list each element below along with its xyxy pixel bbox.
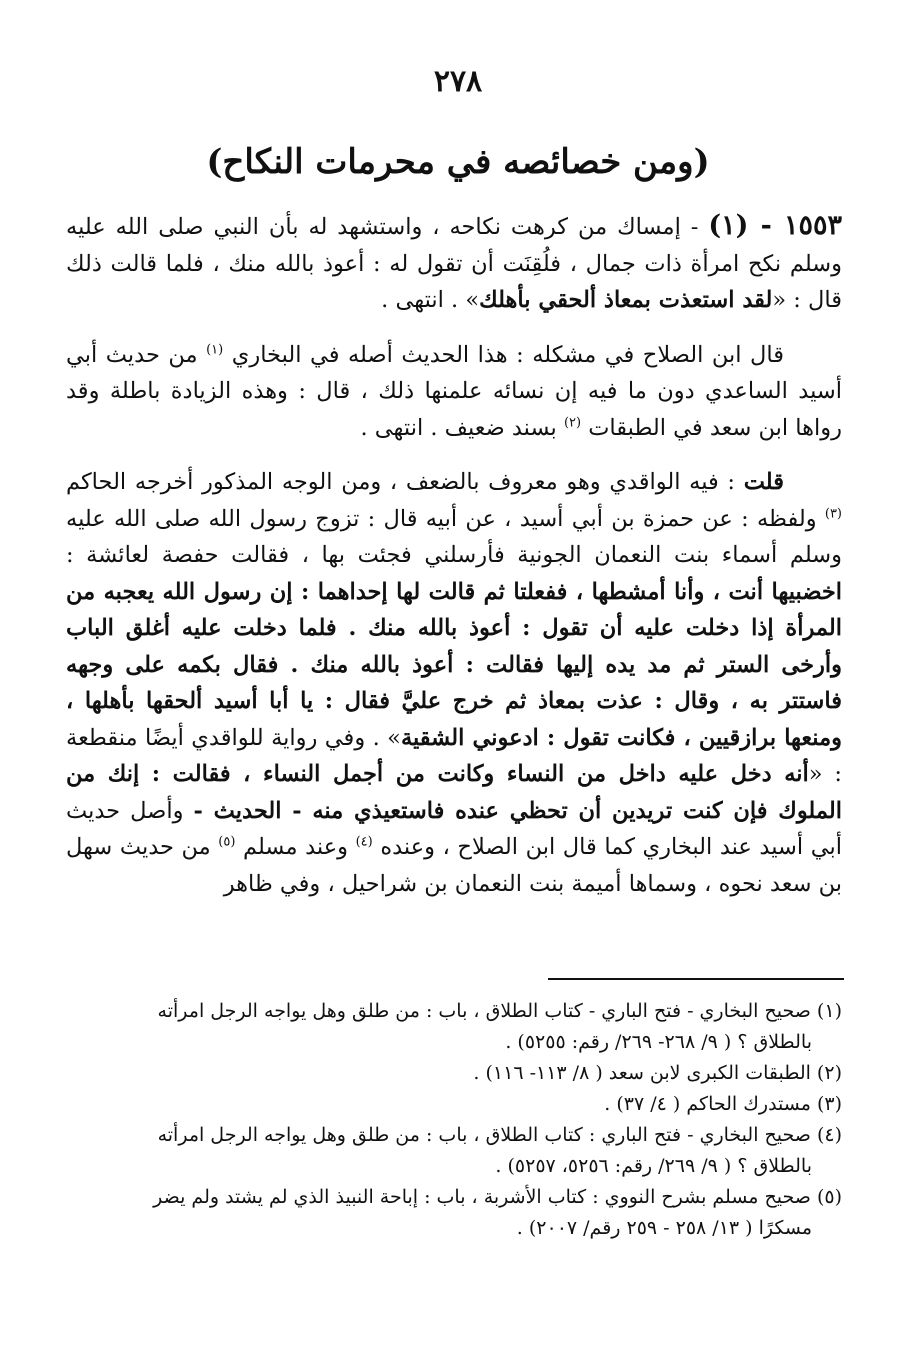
paragraph-text: من حديث أبي أسيد الساعدي دون ما فيه إن نسائه علمنها ذلك ، قال : وهذه الزيادة باطلة وقد رواها ابن سعد في الطبقات: [66, 341, 842, 441]
footnote-line: (٥) صحيح مسلم بشرح النووي : كتاب الأشربة ، باب : إباحة النبيذ الذي لم يشتد ولم يضر: [153, 1186, 842, 1208]
paragraph-text: بسند ضعيف . انتهى .: [360, 414, 564, 441]
footnote-line: بالطلاق ؟ ( ٩/ ٢٦٩/ رقم: ٥٢٥٦، ٥٢٥٧) .: [495, 1155, 812, 1177]
footnote-line: (٢) الطبقات الكبرى لابن سعد ( ٨/ ١١٣- ١١٦) .: [473, 1062, 842, 1084]
page-number: ٢٧٨: [433, 64, 483, 99]
paragraph-text: وعند مسلم: [235, 834, 356, 860]
bold-quote: لقد استعذت بمعاذ ألحقي بأهلك: [479, 287, 773, 313]
footnote-ref[interactable]: (١): [206, 342, 224, 357]
paragraph-ibn-salah: [66, 337, 842, 447]
footnote-2: [66, 1058, 842, 1089]
paragraph-text: ولفظه : عن حمزة بن أبي أسيد ، عن أبيه قال : تزوج رسول الله صلى الله عليه وسلم أسماء بنت النعمان الجونية فأرسلني فجئت بها ، فقالت حفصة لعائشة :: [66, 505, 842, 568]
footnote-line: (٤) صحيح البخاري - فتح الباري : كتاب الطلاق ، باب : من طلق وهل يواجه الرجل امرأته: [157, 1124, 842, 1146]
bold-quote: اخضبيها أنت ، وأنا أمشطها ، ففعلتا ثم قالت لها إحداهما : إن رسول الله يعجبه من المرأة إذا دخلت عليه أن تقول : أعوذ بالله منك . فلما دخلت عليه أغلق الباب وأرخى الستر ثم مد يده إليها فقالت : أعوذ بالله منك . فقال بكمه على وجهه فاستتر به ، وقال : عذت بمعاذ ثم خرج عليَّ فقال : يا أبا أسيد ألحقها بأهلها ، ومنعها برازقيين ، فكانت تقول : ادعوني الشقية: [66, 578, 842, 751]
footnote-5: [66, 1182, 842, 1244]
footnote-4: [66, 1120, 842, 1182]
hadith-number: ١٥٥٣ - (١): [708, 210, 843, 241]
paragraph-qultu: [66, 464, 842, 902]
paragraph-text: - إمساك من كرهت نكاحه ، واستشهد له بأن النبي صلى الله عليه وسلم نكح امرأة ذات جمال ، فلُقِنَت أن تقول له : أعوذ بالله منك ، فلما قالت ذلك قال : «: [66, 214, 842, 313]
main-text: [66, 208, 842, 920]
paragraph-text: وأصل حديث أبي أسيد عند البخاري كما قال ابن الصلاح ، وعنده: [66, 797, 842, 860]
footnotes: [66, 996, 842, 1244]
footnote-ref[interactable]: (٥): [218, 834, 236, 850]
paragraph-text: » . وفي رواية للواقدي أيضًا منقطعة : «: [66, 724, 842, 787]
paragraph-text: » . انتهى .: [381, 287, 480, 313]
paragraph-text: قال ابن الصلاح في مشكله : هذا الحديث أصله في البخاري: [223, 341, 784, 368]
paragraph-text: : فيه الواقدي وهو معروف بالضعف ، ومن الوجه المذكور أخرجه الحاكم: [66, 469, 744, 495]
paragraph-text: من حديث سهل بن سعد نحوه ، وسماها أميمة بنت النعمان بن شراحيل ، وفي ظاهر: [66, 834, 842, 897]
footnote-line: (١) صحيح البخاري - فتح الباري - كتاب الطلاق ، باب : من طلق وهل يواجه الرجل امرأته: [157, 1000, 842, 1022]
footnote-separator: [548, 978, 844, 980]
footnote-1: [66, 996, 842, 1058]
lead-word: قلت: [743, 469, 784, 495]
chapter-title: (ومن خصائصه في محرمات النكاح): [206, 142, 710, 182]
footnote-line: بالطلاق ؟ ( ٩/ ٢٦٨- ٢٦٩/ رقم: ٥٢٥٥) .: [505, 1031, 812, 1053]
footnote-ref[interactable]: (٤): [355, 834, 373, 850]
footnote-ref[interactable]: (٣): [824, 506, 842, 521]
paragraph-1553: [66, 208, 842, 319]
footnote-3: [66, 1089, 842, 1120]
footnote-line: مسكرًا ( ١٣/ ٢٥٨ - ٢٥٩ رقم/ ٢٠٠٧) .: [516, 1217, 812, 1239]
footnote-line: (٣) مستدرك الحاكم ( ٤/ ٣٧) .: [604, 1093, 842, 1115]
bold-quote: أنه دخل عليه داخل من النساء وكانت من أجمل النساء ، فقالت : إنك من الملوك فإن كنت تريدين أن تحظي عنده فاستعيذي منه - الحديث -: [66, 761, 842, 824]
footnote-ref[interactable]: (٢): [563, 415, 582, 430]
